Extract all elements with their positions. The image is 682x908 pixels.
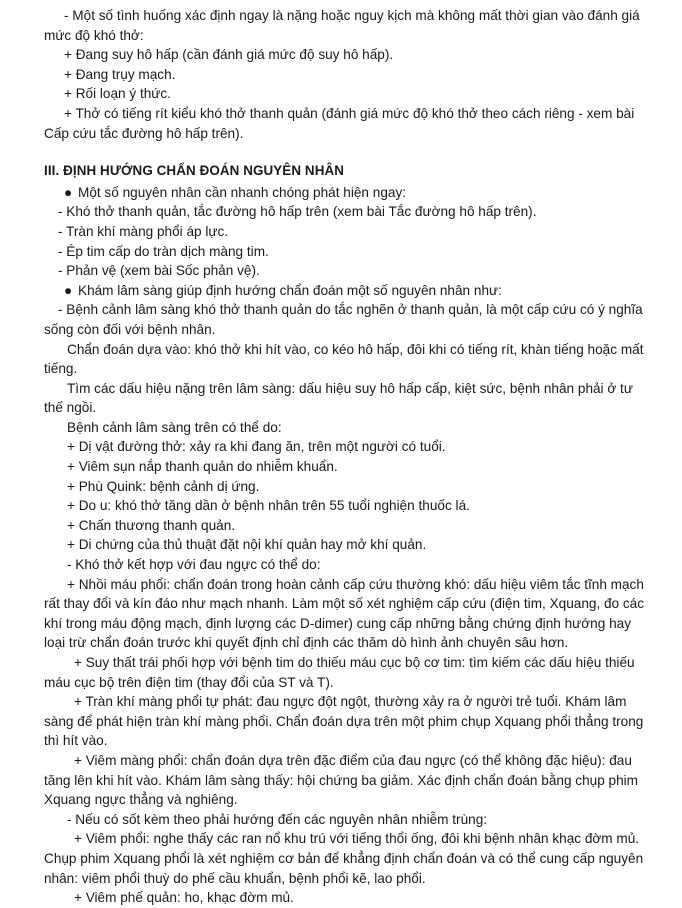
list-item-quincke-edema: + Phù Quink: bệnh cảnh dị ứng. — [67, 478, 260, 494]
paragraph-bronchitis: + Viêm phế quản: ho, khạc đờm mủ. — [74, 890, 294, 906]
bullet-urgent-causes — [44, 183, 646, 203]
list-item-laryngeal-trauma: + Chấn thương thanh quản. — [67, 517, 236, 533]
paragraph-severe-situations: - Một số tình huống xác định ngay là nặng hoặc nguy kịch mà không mất thời gian vào đánh giá mức độ khó thở: — [44, 8, 640, 43]
paragraph-chest-pain-causes: - Khó thở kết hợp với đau ngực có thể do: — [67, 557, 321, 573]
paragraph-diagnosis-basis: Chẩn đoán dựa vào: khó thở khi hít vào, co kéo hô hấp, đôi khi có tiếng rít, khàn tiếng hoặc mất tiếng. — [44, 341, 644, 377]
list-item-foreign-body: + Dị vật đường thở: xảy ra khi đang ăn, trên một người có tuổi. — [67, 439, 446, 455]
paragraph-fever-infection: - Nếu có sốt kèm theo phải hướng đến các nguyên nhân nhiễm trùng: — [67, 811, 488, 827]
list-item-anaphylaxis: - Phản vệ (xem bài Sốc phản vệ). — [58, 263, 260, 279]
section-heading-iii: III. ĐỊNH HƯỚNG CHẨN ĐOÁN NGUYÊN NHÂN — [44, 163, 345, 179]
bullet-text: Một số nguyên nhân cần nhanh chóng phát hiện ngay: — [78, 184, 407, 200]
list-item-consciousness-disorder: + Rối loạn ý thức. — [64, 86, 171, 102]
paragraph-possible-causes: Bệnh cảnh lâm sàng trên có thể do: — [67, 419, 282, 435]
paragraph-left-ventricular-failure: + Suy thất trái phối hợp với bệnh tim do thiếu máu cục bộ cơ tim: tìm kiếm các dấu hiệu thiếu máu cục bộ trên điện tim (thay đổi của ST và T). — [44, 655, 635, 690]
paragraph-spontaneous-pneumothorax: + Tràn khí màng phổi tự phát: đau ngực đột ngột, thường xảy ra ở người trẻ tuổi. Khám lâm sàng để phát hiện tràn khí màng phổi. Chẩn đoán dựa trên một phim chụp Xquang phổi thẳng trong thì hít vào. — [44, 694, 644, 749]
bullet-icon: ● — [64, 184, 73, 200]
list-item-laryngeal-dyspnea: - Khó thở thanh quản, tắc đường hô hấp trên (xem bài Tắc đường hô hấp trên). — [58, 204, 537, 220]
list-item-epiglottitis: + Viêm sụn nắp thanh quản do nhiễm khuẩn. — [67, 459, 338, 475]
paragraph-pulmonary-embolism: + Nhồi máu phổi: chẩn đoán trong hoàn cảnh cấp cứu thường khó: dấu hiệu viêm tắc tĩnh mạch rất thay đổi và kín đáo như mạch nhanh. Làm một số xét nghiệm cấp cứu (điện tim, Xquang, đo các khí trong máu động mạch, định lượng các D-dimer) cung cấp những bằng chứng định hướng hay loại trừ chẩn đoán trước khi quyết định chỉ định các thăm dò hình ảnh chuyên sâu hơn. — [44, 576, 645, 651]
list-item-tumor: + Do u: khó thở tăng dần ở bệnh nhân trên 55 tuổi nghiện thuốc lá. — [67, 498, 470, 514]
paragraph-laryngeal-obstruction: - Bệnh cảnh lâm sàng khó thở thanh quản do tắc nghẽn ở thanh quản, là một cấp cứu có ý nghĩa sống còn đối với bệnh nhân. — [44, 302, 643, 337]
bullet-icon: ● — [64, 282, 73, 298]
paragraph-pneumonia: + Viêm phổi: nghe thấy các ran nổ khu trú với tiếng thổi ống, đôi khi bệnh nhân khạc đờm mủ. Chụp phim Xquang phổi là xét nghiệm cơ bản để khẳng định chẩn đoán và có thể cung cấp nguyên nhân: viêm phổi thuỳ do phế cầu khuẩn, bệnh phổi kẽ, lao phổi. — [44, 831, 644, 886]
list-item-circulatory-collapse: + Đang trụy mạch. — [64, 66, 176, 82]
bullet-text: Khám lâm sàng giúp định hướng chẩn đoán một số nguyên nhân như: — [78, 282, 502, 298]
paragraph-severity-signs: Tìm các dấu hiệu nặng trên lâm sàng: dấu hiệu suy hô hấp cấp, kiệt sức, bệnh nhân phải ở tư thế ngồi. — [44, 380, 633, 416]
list-item-tension-pneumothorax: - Tràn khí màng phổi áp lực. — [58, 223, 229, 239]
paragraph-pleurisy: + Viêm màng phổi: chẩn đoán dựa trên đặc điểm của đau ngực (có thể không đặc hiệu): đau tăng lên khi hít vào. Khám lâm sàng thấy: hội chứng ba giảm. Xác định chẩn đoán bằng chụp phim Xquang ngực thẳng và nghiêng. — [44, 752, 639, 808]
list-item-respiratory-failure: + Đang suy hô hấp (cần đánh giá mức độ suy hô hấp). — [64, 47, 394, 63]
list-item-cardiac-tamponade: - Ép tim cấp do tràn dịch màng tim. — [58, 243, 269, 259]
list-item-stridor: + Thở có tiếng rít kiểu khó thở thanh quản (đánh giá mức độ khó thở theo cách riêng - xem bài Cấp cứu tắc đường hô hấp trên). — [44, 105, 635, 141]
list-item-intubation-sequelae: + Di chứng của thủ thuật đặt nội khí quản hay mở khí quản. — [67, 537, 427, 553]
bullet-clinical-exam — [44, 281, 646, 301]
